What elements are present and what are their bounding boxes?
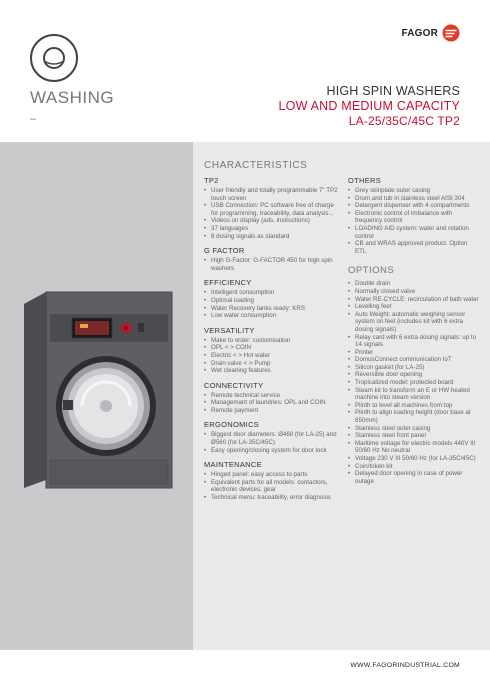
group-heading: ERGONOMICS [204,420,260,430]
group-heading: CONNECTIVITY [204,380,264,390]
list-item: • Stainless steel outer casing [348,425,480,433]
list-item: • Water RE-CYCLE: recirculation of bath water [348,296,480,304]
list-item: • Tropicalized model: protected board [348,379,480,387]
list-item: • 8 dosing signals as standard [204,233,342,241]
title-line-1: HIGH SPIN WASHERS [326,84,460,98]
list-item: • Levelling feet [348,303,480,311]
group-heading: MAINTENANCE [204,460,262,470]
options-heading: OPTIONS [348,265,395,277]
options-group [348,265,480,485]
list-item: • Relay card with 6 extra dosing signals: up to 14 signals [348,334,480,349]
list-item: • Easy opening/closing system for door lock [204,447,342,455]
feature-group-ergonomics [204,420,342,454]
section-dash: – [30,113,37,125]
feature-group-maintenance [204,460,342,501]
list-item: • Biggest door diameters: Ø460 (for LA-25) and Ø560 (for LA-35C/45C) [204,431,342,446]
list-item: • Plinth to level all machines from top [348,402,480,410]
others-heading: OTHERS [348,176,382,185]
feature-group-g-factor [204,246,342,272]
list-item: • Videos on display (ads, instructions) [204,217,342,225]
list-item: • 37 languages [204,225,342,233]
list-item: • Printer [348,349,480,357]
feature-group-connectivity [204,381,342,415]
list-item: • Double drain [348,280,480,288]
list-item: • User friendly and totally programmable 7" TP2 touch screen [204,187,342,202]
fagor-logo [401,24,460,42]
group-heading: EFFICIENCY [204,278,252,288]
list-item: • Wet cleaning features [204,367,342,375]
list-item: • Drum and tub in stainless steel AISI 304 [348,195,480,203]
washing-logo-icon [30,34,78,82]
fagor-emblem-icon [442,24,460,42]
list-item: • Silicon gasket (for LA-25) [348,364,480,372]
list-item: • Voltage 230 V III 50/60 Hz (for LA-35C/45C) [348,455,480,463]
list-item: • Managemant of laundries: OPL and COIN [204,399,342,407]
group-heading: TP2 [204,176,219,185]
list-item: • Electric < > Hot water [204,352,342,360]
list-item: • Normally closed valve [348,288,480,296]
list-item: • Electronic control of imbalance with frequency control [348,210,480,225]
list-item: • Plinth to align loading height (door base at 850mm) [348,409,480,424]
list-item: • Drain valve < > Pump [204,360,342,368]
list-item: • Hinged panel: easy access to parts [204,471,342,479]
washing-machine-image [22,290,174,490]
list-item: • Stainless steel front panel [348,432,480,440]
list-item: • Remote technical service [204,392,342,400]
group-heading: VERSATILITY [204,325,255,335]
list-item: • Remote payment [204,407,342,415]
list-item: • Reversible door opening [348,371,480,379]
others-group [348,176,480,255]
list-item: • Technical menu: traceability, error diagnosis [204,494,342,502]
footer-website-link[interactable]: WWW.FAGORINDUSTRIAL.COM [350,662,460,669]
list-item: • Low water consumption [204,312,342,320]
list-item: • Equivalent parts for all models: contactors, electronic devices, gear [204,479,342,494]
product-title-block [279,84,460,129]
brand-name: FAGOR [401,27,438,39]
list-item: • Coin/token kit [348,463,480,471]
list-item: • Detergent dispenser with 4 compartments [348,202,480,210]
list-item: • High G-Factor: G-FACTOR 450 for high spin washers [204,257,342,272]
list-item: • Steam kit to transform an E or HW heated machine into steam version [348,387,480,402]
list-item: • Delayed door opening in case of power outage [348,470,480,485]
title-line-2: LOW AND MEDIUM CAPACITY [278,99,460,113]
characteristics-title: CHARACTERISTICS [204,160,308,171]
list-item: • DomusConnect communication IoT [348,356,480,364]
features-left-column [204,170,342,502]
features-right-column [348,170,480,485]
section-title: WASHING [30,88,115,107]
list-item: • Auto Weight: automatic weighing sensor system on feet (includes kit with 6 extra dosing signals) [348,311,480,334]
list-item: • OPL < > COIN [204,344,342,352]
list-item: • Intelligent consumption [204,289,342,297]
list-item: • USB Connection: PC software free of charge for programming, traceability, data analysis... [204,202,342,217]
feature-group-efficiency [204,278,342,319]
feature-group-versatility [204,326,342,375]
list-item: • LOADING AID system: water and rotation control [348,225,480,240]
feature-group-tp2 [204,176,342,240]
group-heading: G FACTOR [204,246,245,256]
list-item: • Optimal loading [204,297,342,305]
list-item: • Maritime voltage for electric models 440V III 50/60 Hz No neutral [348,440,480,455]
list-item: • Make to order: customisation [204,337,342,345]
list-item: • Water Recovery tanks ready: KRS [204,305,342,313]
list-item: • Grey skinplate outer casing [348,187,480,195]
list-item: • CB and WRAS approved product. Option ETL [348,240,480,255]
title-line-3: LA-25/35C/45C TP2 [348,114,460,128]
